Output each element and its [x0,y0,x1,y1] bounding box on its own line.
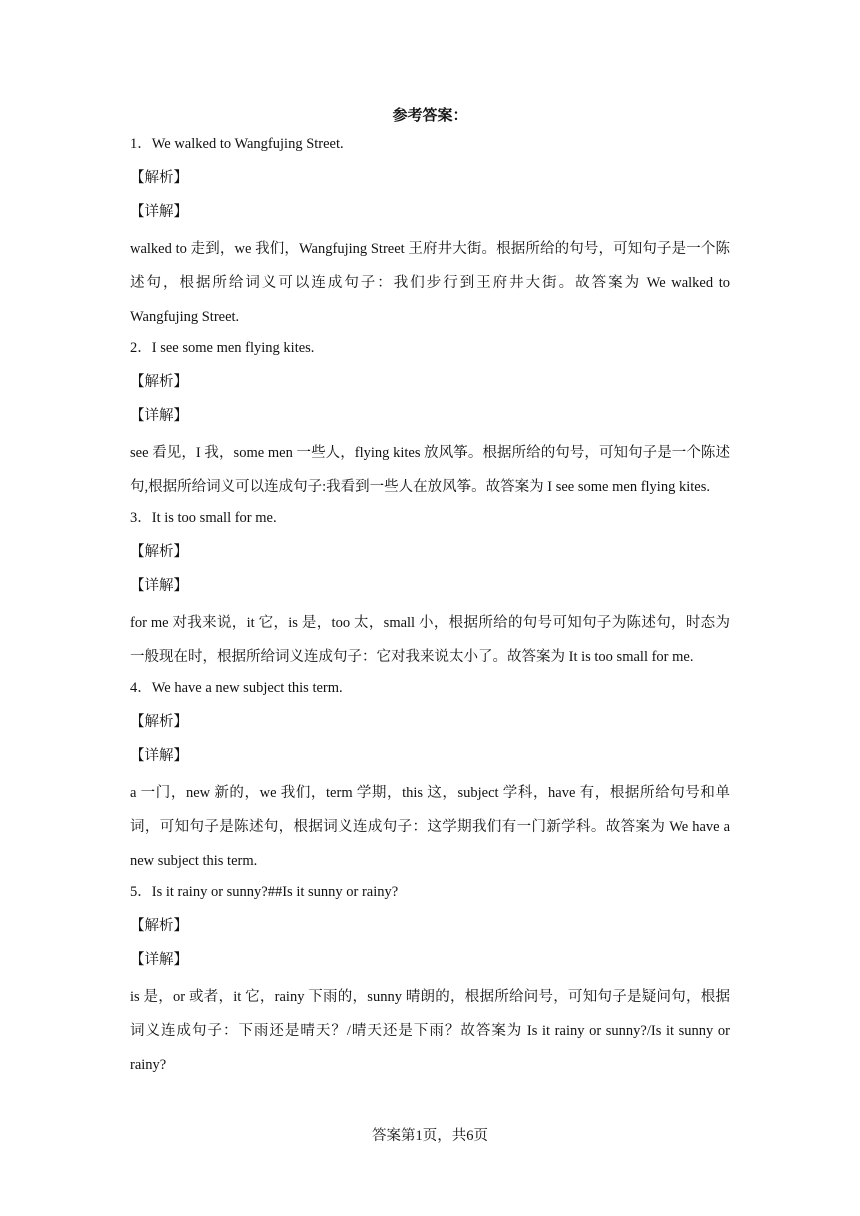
answer-text: 2．I see some men flying kites. [130,340,315,356]
detail-label: 【详解】 [130,204,188,220]
detail-label: 【详解】 [130,408,188,424]
page-footer: 答案第1页，共6页 [372,1128,488,1144]
answer-item [130,504,730,674]
analysis-label: 【解析】 [130,714,188,730]
answer-item [130,130,730,334]
answer-item [130,878,730,1082]
explanation-text: a 一门，new 新的，we 我们，term 学期，this 这，subject 学科，have 有，根据所给句号和单词，可知句子是陈述句，根据词义连成句子：这学期我们有一门新学科。故答案为 We have a new subject this term. [130,785,730,869]
detail-label: 【详解】 [130,952,188,968]
analysis-label: 【解析】 [130,918,188,934]
explanation-text: for me 对我来说，it 它，is 是，too 太，small 小，根据所给的句号可知句子为陈述句，时态为一般现在时，根据所给词义连成句子：它对我来说太小了。故答案为 It is too small for me. [130,615,730,665]
detail-label: 【详解】 [130,748,188,764]
answer-text: 4．We have a new subject this term. [130,680,343,696]
answer-text: 3．It is too small for me. [130,510,277,526]
answer-text: 5．Is it rainy or sunny?##Is it sunny or rainy? [130,884,399,900]
analysis-label: 【解析】 [130,544,188,560]
answer-item [130,674,730,878]
detail-label: 【详解】 [130,578,188,594]
analysis-label: 【解析】 [130,374,188,390]
analysis-label: 【解析】 [130,170,188,186]
explanation-text: see 看见，I 我，some men 一些人，flying kites 放风筝。根据所给的句号，可知句子是一个陈述句,根据所给词义可以连成句子:我看到一些人在放风筝。故答案为 I see some men flying kites. [130,445,730,495]
answer-item [130,334,730,504]
answer-list [130,130,730,1082]
answer-text: 1．We walked to Wangfujing Street. [130,136,344,152]
page-title: 参考答案： [392,108,468,124]
explanation-text: walked to 走到，we 我们，Wangfujing Street 王府井大街。根据所给的句号，可知句子是一个陈述句，根据所给词义可以连成句子：我们步行到王府井大街。故答案为 We walked to Wangfujing Street. [130,241,730,325]
explanation-text: is 是，or 或者，it 它，rainy 下雨的，sunny 晴朗的，根据所给问号，可知句子是疑问句，根据词义连成句子：下雨还是晴天？/晴天还是下雨？故答案为 Is it rainy or sunny?/Is it sunny or rainy? [130,989,730,1073]
